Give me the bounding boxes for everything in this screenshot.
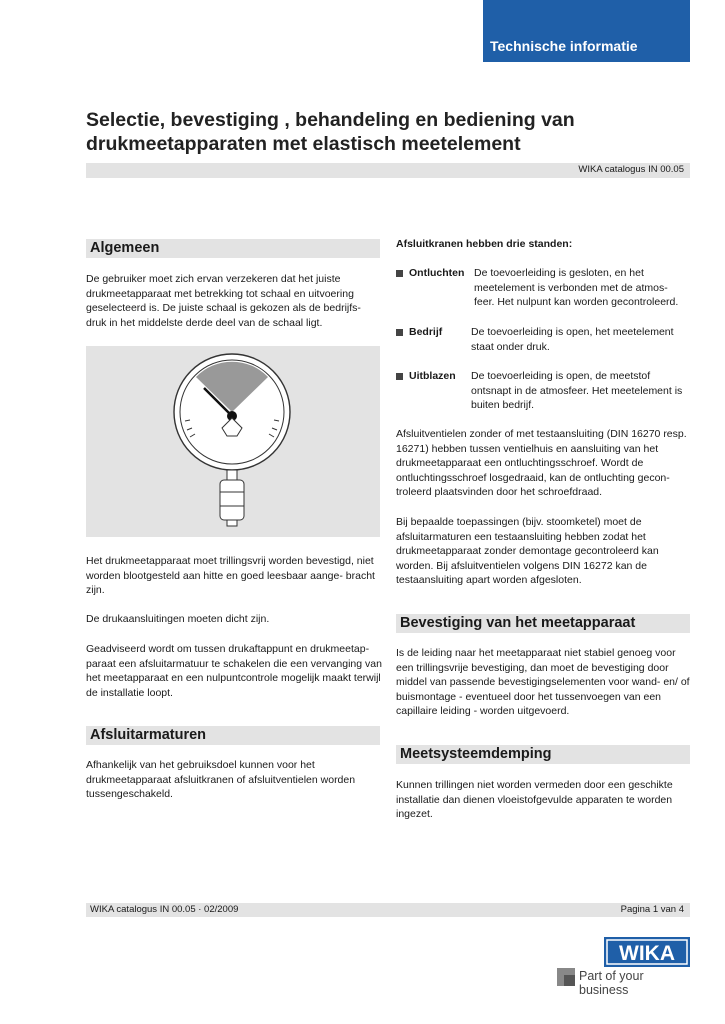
algemeen-paragraph-1: De gebruiker moet zich ervan verzekeren dat het juiste drukmeetapparaat met betrekking tot schaal en uitvoering geselecteerd is. De juiste schaal is gekozen als de bedrijfs- druk in het middelste derde deel van de schaal ligt.: [86, 273, 361, 329]
pressure-gauge-icon: [86, 346, 380, 537]
demping-paragraph-1: Kunnen trillingen niet worden vermeden door een geschikte installatie dan dienen vloeistofgevulde apparaten te worden ingezet.: [396, 779, 673, 821]
afsluit-paragraph-1: Afhankelijk van het gebruiksdoel kunnen voor het drukmeetapparaat afsluitkranen of afsluitventielen worden tussengeschakeld.: [86, 759, 356, 801]
list-item-term: Bedrijf: [409, 326, 443, 338]
bullet-square-icon: [396, 373, 403, 380]
section-heading-algemeen: [86, 239, 380, 258]
algemeen-paragraph-4: Geadviseerd wordt om tussen drukaftappunt en drukmeetap- paraat een afsluitarmatuur te schakelen die een vervanging van het meetapparaat en een nulpuntcontrole mogelijk maakt terwijl de installatie loopt.: [86, 643, 382, 699]
ventiel-paragraph-2: Bij bepaalde toepassingen (bijv. stoomketel) moet de afsluitarmaturen een testaansluiting hebben zodat het drukmeetapparaat zonder demontage gecontroleerd kan worden. Bij afsluitventielen volgens DIN 16272 kan de testaansluiting apart worden afgesloten.: [396, 516, 659, 587]
section-heading-meetsysteemdemping: [396, 745, 690, 764]
pressure-gauge-figure: [86, 346, 380, 537]
heading-text: Bevestiging van het meetapparaat: [400, 615, 636, 631]
bullet-square-icon: [396, 270, 403, 277]
section-heading-bevestiging: [396, 614, 690, 633]
brand-tagline: [557, 968, 690, 997]
heading-text: Algemeen: [90, 240, 160, 256]
ventiel-paragraph-1: Afsluitventielen zonder of met testaansluiting (DIN 16270 resp. 16271) hebben tussen ventielhuis en aansluiting van het drukmeetapparaat een ontluchtingsschroef. Wordt de ontluchtingsschroef losgedraaid, kan de ontluchting gecon- troleerd plaatsvinden door het schroefdraad.: [396, 428, 687, 499]
catalog-bar: [86, 163, 690, 178]
footer-catalog: WIKA catalogus IN 00.05 · 02/2009: [90, 904, 239, 915]
list-item: [396, 266, 690, 312]
tagline-mark-inner-icon: [564, 975, 575, 986]
algemeen-paragraph-3: De drukaansluitingen moeten dicht zijn.: [86, 613, 270, 625]
list-item-term: Uitblazen: [409, 370, 456, 382]
list-item-definition: De toevoerleiding is gesloten, en het meetelement is verbonden met de atmos- feer. Het nulpunt kan worden gecontroleerd.: [474, 267, 679, 309]
footer-page-number: Pagina 1 van 4: [620, 904, 684, 915]
list-item-term: Ontluchten: [409, 267, 465, 279]
wika-logo-icon: [604, 937, 690, 967]
catalog-ref: WIKA catalogus IN 00.05: [578, 164, 684, 175]
heading-text: Afsluitarmaturen: [90, 727, 207, 743]
heading-text: Meetsysteemdemping: [400, 746, 552, 762]
list-item-definition: De toevoerleiding is open, het meetelement staat onder druk.: [471, 326, 674, 353]
page-title: Selectie, bevestiging , behandeling en bediening van drukmeetapparaten met elastisch meetelement: [86, 109, 575, 155]
bevestiging-paragraph-1: Is de leiding naar het meetapparaat niet stabiel genoeg voor een trillingsvrije bevestiging, dan moet de bevestiging door middel van passende bevestigingselementen voor wand- en/ of buismontage - eventueel door het tussenvoegen van een capillaire leiding - worden uitgevoerd.: [396, 647, 690, 718]
list-item: [396, 369, 690, 415]
kranen-intro: Afsluitkranen hebben drie standen:: [396, 238, 573, 250]
header-banner: [483, 0, 690, 62]
footer-bar: [86, 903, 690, 917]
wika-logo: [604, 937, 690, 967]
tagline-text: Part of your business: [579, 969, 644, 997]
algemeen-paragraph-2: Het drukmeetapparaat moet trillingsvrij worden bevestigd, niet worden blootgesteld aan hitte en goed leesbaar aange- bracht zijn.: [86, 555, 375, 597]
section-heading-afsluitarmaturen: [86, 726, 380, 745]
banner-label: Technische informatie: [490, 38, 638, 54]
bullet-square-icon: [396, 329, 403, 336]
list-item: [396, 325, 690, 357]
list-item-definition: De toevoerleiding is open, de meetstof ontsnapt in de atmosfeer. Het meetelement is buiten bedrijf.: [471, 370, 683, 412]
wika-logo-text: WIKA: [619, 942, 675, 965]
